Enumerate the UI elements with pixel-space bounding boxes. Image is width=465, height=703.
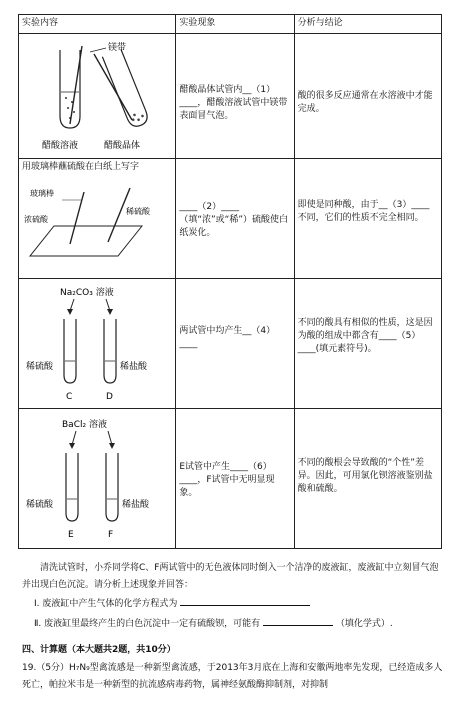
row2-title: 用玻璃棒蘸硫酸在白纸上写字 — [22, 162, 140, 172]
fig-label-glass-rod: 玻璃棒 — [30, 189, 54, 198]
row2-conclusion — [294, 159, 441, 279]
row3-conclusion — [294, 279, 441, 409]
row1-figure-cell — [19, 34, 176, 159]
row3-phenomenon — [176, 279, 294, 409]
conclusion-text: 酸的很多反应通常在水溶液中才能完成。 — [297, 91, 433, 114]
header-phenomenon: 实验现象 — [176, 15, 294, 34]
table-row — [19, 279, 442, 409]
phenomenon-text: E试管中产生____（6）____，F试管中无明显现象。 — [179, 462, 275, 498]
row3-figure-cell — [19, 279, 176, 409]
fig-label-magnesium: 镁带 — [108, 43, 127, 53]
header-conclusion: 分析与结论 — [294, 15, 441, 34]
fig-label-f: F — [108, 530, 114, 540]
barium-chloride-figure — [22, 411, 172, 543]
phenomenon-text: 两试管中均产生__（4）____ — [179, 326, 276, 349]
row2-phenomenon — [176, 159, 294, 279]
fig-label-dilute: 稀硫酸 — [126, 207, 150, 216]
answer-blank-i[interactable] — [180, 596, 310, 606]
fig-label-acetic-crystal: 醋酸晶体 — [104, 141, 141, 151]
row4-phenomenon — [176, 409, 294, 549]
table-row — [19, 34, 442, 159]
fig-label-dilute-hydrochloric: 稀盐酸 — [120, 362, 148, 372]
question-19: 19.（5分）H₇N₉型禽流感是一种新型禽流感，于2013年3月底在上海和安徽两地率先发现，已经造成多人死亡，帕拉米韦是一种新型的抗流感病毒药物，属神经氨酸酶抑制剂，对抑制 — [22, 663, 443, 690]
row1-conclusion — [294, 34, 441, 159]
conclusion-text: 不同的酸具有相似的性质，这是因为酸的组成中都含有____（5）____(填元素符号)。 — [297, 318, 433, 354]
fig-label-concentrated: 浓硫酸 — [24, 215, 48, 224]
waste-jar-paragraph: 清洗试管时，小乔同学将C、F两试管中的无色液体同时倒入一个洁净的废液缸，废液缸中立刻冒气泡并出现白色沉淀。请分析上述现象并回答： — [22, 563, 439, 590]
sodium-carbonate-figure — [22, 281, 172, 405]
fig-label-na2co3: Na₂CO₃ 溶液 — [60, 288, 114, 298]
question-ii-suffix: （填化学式）. — [335, 619, 393, 629]
row2-figure-cell — [19, 159, 176, 279]
fig-label-dilute-sulfuric: 稀硫酸 — [26, 362, 54, 372]
fig-label-dilute-sulfuric-2: 稀硫酸 — [26, 500, 54, 510]
fig-label-bacl2: BaCl₂ 溶液 — [62, 420, 107, 430]
conclusion-text: 即使是同种酸，由于__（3）____不同，它们的性质不完全相同。 — [297, 200, 430, 223]
fig-label-d: D — [106, 392, 113, 402]
header-content: 实验内容 — [19, 15, 176, 34]
fig-label-dilute-hydrochloric-2: 稀盐酸 — [122, 500, 150, 510]
magnesium-acetic-acid-figure — [22, 36, 172, 154]
row4-conclusion — [294, 409, 441, 549]
row1-phenomenon — [176, 34, 294, 159]
row4-figure-cell — [19, 409, 176, 549]
table-row — [19, 159, 442, 279]
experiment-table — [18, 14, 442, 549]
question-ii — [34, 616, 459, 633]
sulfuric-acid-paper-figure — [22, 174, 172, 274]
question-i — [34, 596, 459, 613]
fig-label-acetic-solution: 醋酸溶液 — [42, 141, 79, 151]
question-i-text: Ⅰ. 废液缸中产生气体的化学方程式为 — [34, 599, 178, 609]
conclusion-text: 不同的酸根会导致酸的“个性”差异。因此，可用氯化钡溶液鉴别盐酸和硫酸。 — [297, 458, 433, 494]
table-header-row — [19, 15, 442, 34]
table-row — [19, 409, 442, 549]
answer-blank-ii[interactable] — [263, 616, 333, 626]
fig-label-c: C — [66, 392, 73, 402]
question-ii-text: Ⅱ. 废液缸里最终产生的白色沉淀中一定有硫酸钡，可能有 — [34, 619, 261, 629]
fig-label-e: E — [68, 530, 74, 540]
phenomenon-text: ____（2）____（填“浓”或“稀”）硫酸使白纸炭化。 — [179, 202, 289, 238]
section-four-heading: 四、计算题（本大题共2题，共10分） — [22, 645, 176, 655]
phenomenon-text: 醋酸晶体试管内__（1）____，醋酸溶液试管中镁带表面冒气泡。 — [179, 85, 288, 121]
